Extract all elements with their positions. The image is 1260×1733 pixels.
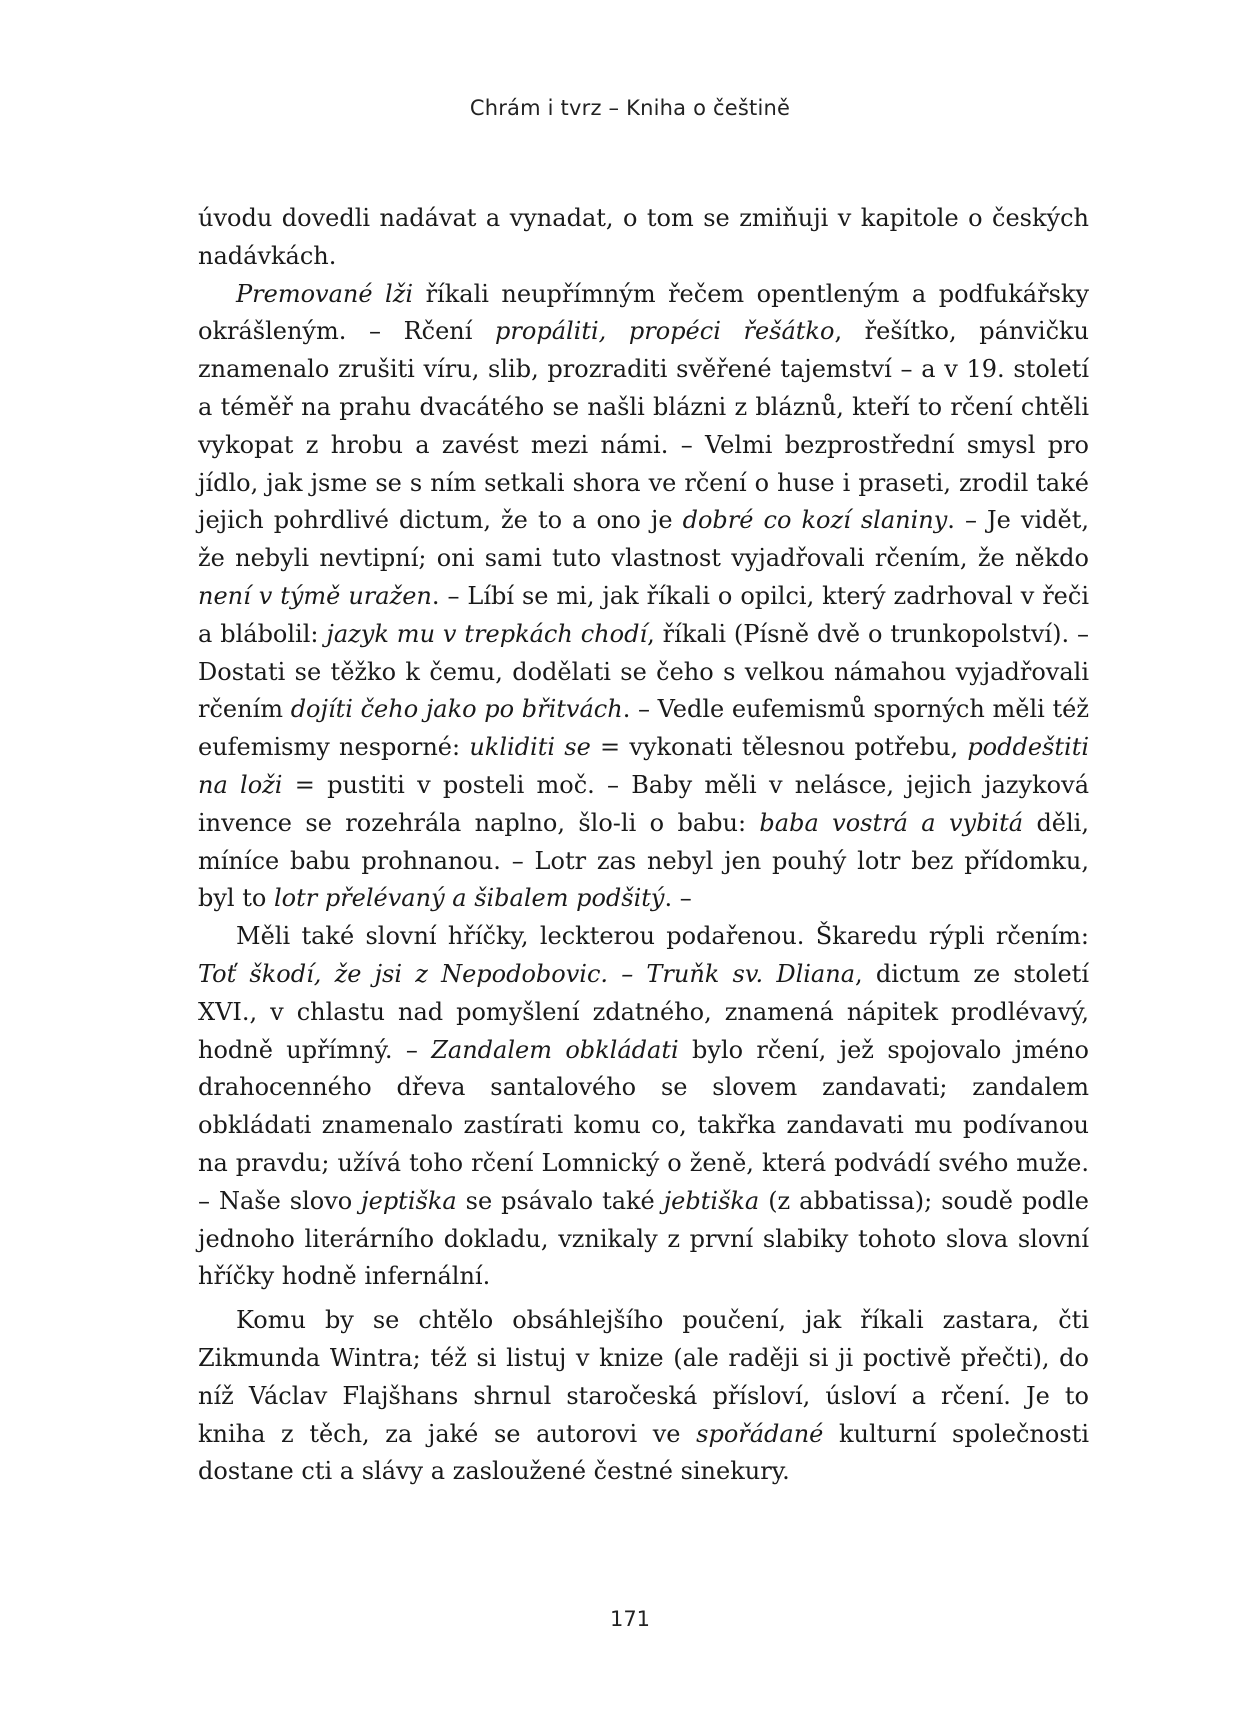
italic-phrase: lotr přelévaný a šibalem podšitý — [273, 884, 665, 913]
text-run: Měli také slovní hříčky, leckterou podařenou. Škaredu rýpli rčením: — [236, 922, 1089, 951]
paragraph-4 — [198, 1302, 1089, 1491]
italic-phrase: ukliditi se — [469, 733, 591, 762]
italic-phrase: Zandalem obkládati — [431, 1035, 679, 1064]
text-run: . – Je vidět, že nebyli nevtipní; oni sami tuto vlastnost vyjadřovali rčením, že někdo — [198, 506, 1089, 573]
text-run: = pustiti v posteli moč. – Baby měli v nelásce, jejich jazyková invence se rozehrála naplno, šlo-li o babu: — [198, 770, 1089, 837]
text-run: , řešítko, pánvičku znamenalo zrušiti víru, slib, prozraditi svěřené tajemství – a v 19. století a téměř na prahu dvacátého se našli blázni z bláznů, kteří to rčení chtěli vykopat z hrobu a zavést mezi námi. – Velmi bezprostřední smysl pro jídlo, jak jsme se s ním setkali shora ve rčení o huse i praseti, zrodil také jejich pohrdlivé dictum, že to a ono je — [198, 317, 1090, 535]
text-run: (z abbatissa); soudě podle jednoho literárního dokladu, vznikaly z první slabiky tohoto slova slovní hříčky hodně infernální. — [198, 1186, 1089, 1291]
italic-phrase: poddeštiti na loži — [198, 733, 1090, 799]
paragraph-2 — [198, 276, 1089, 919]
italic-phrase: jebtiška — [663, 1186, 760, 1215]
italic-phrase: Premované lži — [236, 279, 414, 308]
text-run: Komu by se chtělo obsáhlejšího poučení, jak říkali zastara, čti Zikmunda Wintra; též si listuj v knize (ale raději si ji poctivě přečti), do níž Václav Flajšhans shrnul staročeská přísloví, úsloví a rčení. Je to kniha z těch, za jaké se autorovi ve — [198, 1306, 1089, 1448]
text-run: bylo rčení, jež spojovalo jméno drahocenného dřeva santalového se slovem zandavati; zandalem obkládati znamenalo zastírati komu co, takřka zandavati mu podívanou na pravdu; užívá toho rčení Lomnický o ženě, která podvádí svého muže. – Naše slovo — [198, 1035, 1089, 1215]
text-run: = vykonati tělesnou potřebu, — [590, 733, 968, 762]
italic-phrase: jazyk mu v trepkách chodí — [326, 619, 648, 648]
paragraph-1 — [198, 200, 1089, 276]
text-run: úvodu dovedli nadávat a vynadat, o tom se zmiňuji v kapitole o českých nadávkách. — [198, 204, 1089, 270]
italic-phrase: spořádané — [696, 1419, 824, 1448]
running-header: Chrám i tvrz – Kniha o češtině — [469, 96, 791, 120]
body-text — [198, 200, 1089, 1491]
text-run: říkali neupřímným řečem opentleným a podfukářsky okrášleným. – Rčení — [198, 279, 1089, 346]
page-number: 171 — [609, 1607, 651, 1631]
italic-phrase: baba vostrá a vybitá — [759, 808, 1024, 837]
text-run: kulturní společnosti dostane cti a slávy a zasloužené čestné sinekury. — [198, 1419, 1089, 1486]
italic-phrase: Toť škodí, že jsi z Nepodobovic. – Truňk sv. Dliana — [198, 959, 856, 988]
text-run: se psávalo také — [456, 1186, 664, 1215]
italic-phrase: dojíti čeho jako po břitvách — [290, 695, 623, 724]
text-run: , dictum ze století XVI., v chlastu nad pomyšlení zdatného, znamená nápitek prodlévavý, hodně upřímný. – — [198, 959, 1089, 1064]
text-run: , říkali (Písně dvě o trunkopolství). – Dostati se těžko k čemu, dodělati se čeho s velkou námahou vyjadřovali rčením — [198, 619, 1090, 724]
italic-phrase: jeptiška — [361, 1186, 457, 1215]
text-run: . – Vedle eufemismů sporných měli též eufemismy nesporné: — [198, 695, 1089, 762]
italic-phrase: není v týmě uražen — [198, 581, 432, 610]
text-run: . – Líbí se mi, jak říkali o opilci, který zadrhoval v řeči a blábolil: — [198, 581, 1089, 648]
text-run: . – — [664, 884, 692, 913]
text-run: děli, míníce babu prohnanou. – Lotr zas nebyl jen pouhý lotr bez přídomku, byl to — [198, 808, 1089, 913]
paragraph-3 — [198, 918, 1089, 1296]
italic-phrase: propáliti, propéci řešátko — [495, 317, 835, 346]
italic-phrase: dobré co kozí slaniny — [682, 506, 948, 535]
